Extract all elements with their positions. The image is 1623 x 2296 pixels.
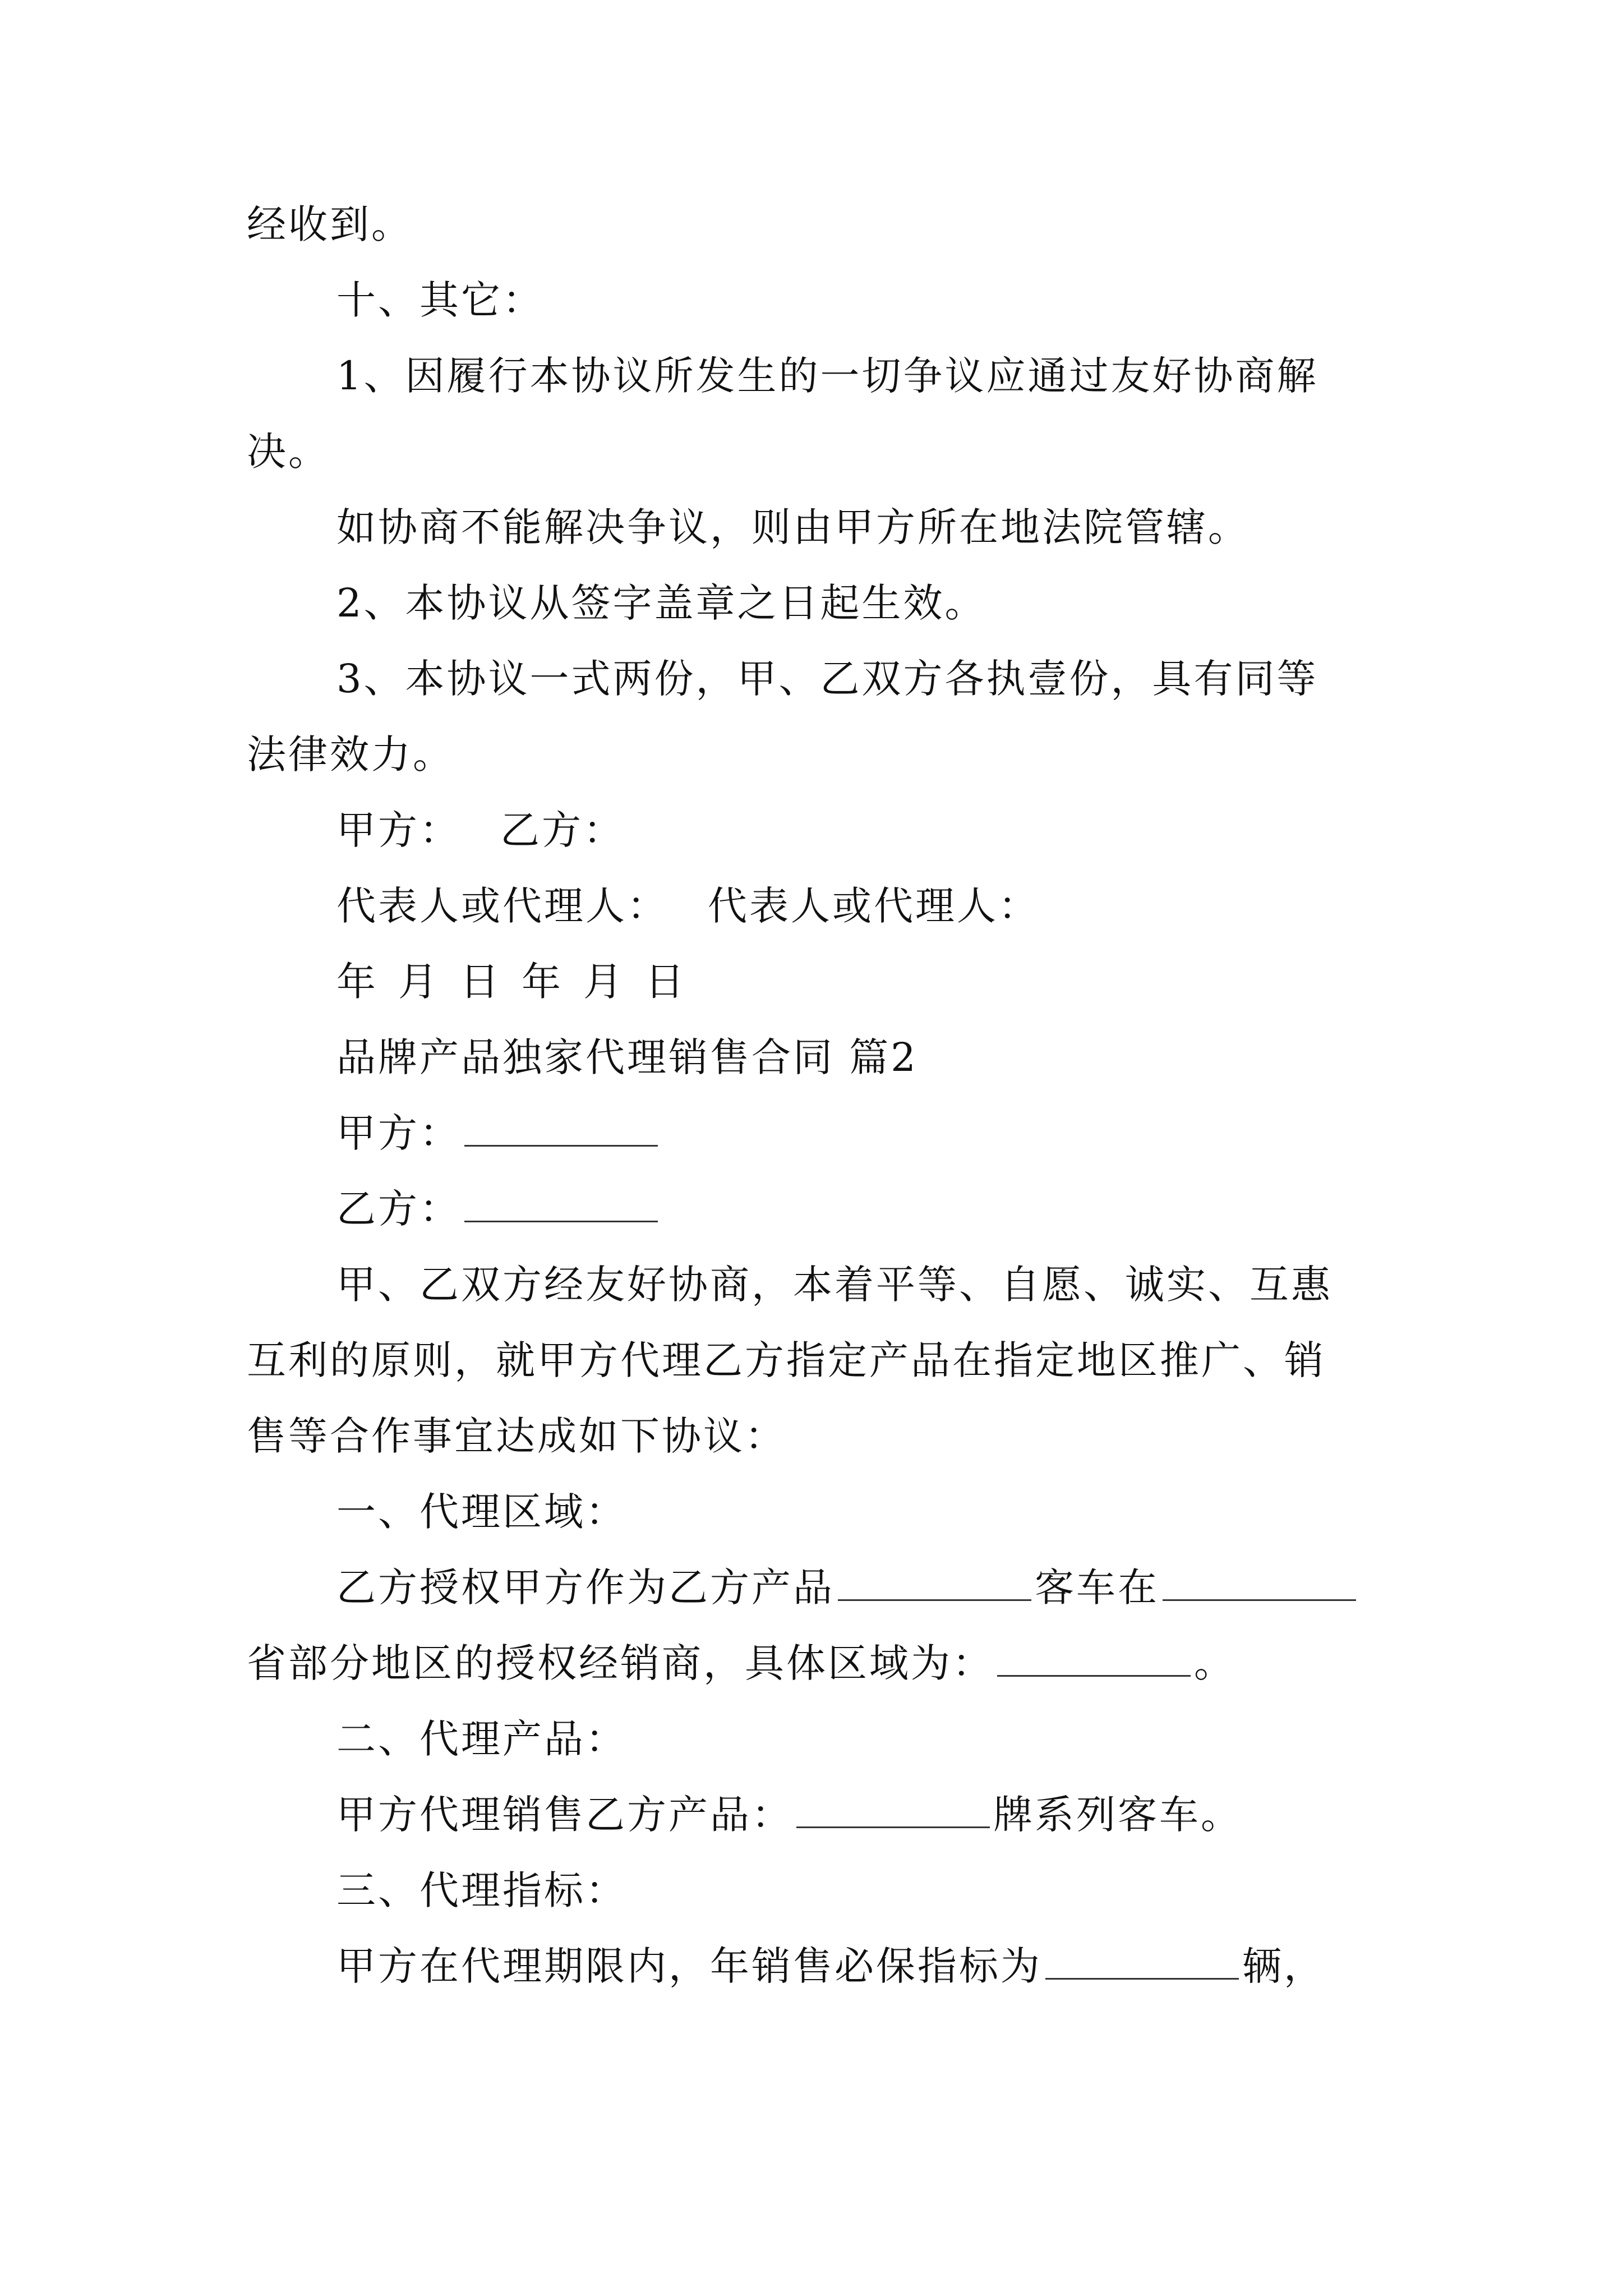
text-fragment: 甲方在代理期限内，年销售必保指标为: [336, 1943, 1042, 1989]
text-line: 售等合作事宜达成如下协议：: [247, 1413, 786, 1459]
text-line: 决。: [247, 429, 330, 475]
party-b-label: 乙方：: [500, 807, 625, 853]
text-fragment: 省部分地区的授权经销商，具体区域为：: [247, 1640, 994, 1686]
province-blank: [1163, 1558, 1356, 1601]
party-a-blank: [464, 1103, 658, 1147]
rep-b-label: 代表人或代理人：: [708, 883, 1040, 929]
text-fragment: 牌系列客车。: [993, 1792, 1242, 1838]
party-a-label: 甲方：: [336, 807, 461, 853]
text-fragment: 。: [1194, 1640, 1235, 1686]
section-heading: 三、代理指标：: [336, 1867, 627, 1913]
text-line: [247, 1630, 1391, 1697]
party-b-label: 乙方：: [336, 1186, 461, 1232]
text-line: [336, 1781, 1391, 1848]
date-year: 年: [522, 959, 563, 1005]
text-line: 1、因履行本协议所发生的一切争议应通过友好协商解: [336, 353, 1318, 399]
section-heading: 一、代理区域：: [336, 1489, 627, 1535]
text-line: 经收到。: [247, 201, 413, 247]
date-year: 年: [336, 959, 378, 1005]
date-day: 日: [645, 959, 686, 1005]
signature-parties: [336, 797, 1391, 864]
text-fragment: 甲方代理销售乙方产品：: [336, 1792, 793, 1838]
text-fragment: 客车在: [1035, 1565, 1159, 1611]
party-b-line: [336, 1175, 1391, 1243]
party-a-line: [336, 1099, 1391, 1167]
date-month: 月: [398, 959, 440, 1005]
text-line: 互利的原则，就甲方代理乙方指定产品在指定地区推广、销: [247, 1337, 1326, 1383]
party-b-blank: [464, 1179, 658, 1222]
text-line: [336, 1554, 1391, 1621]
region-blank: [997, 1634, 1191, 1677]
text-fragment: 乙方授权甲方作为乙方产品: [336, 1565, 834, 1611]
date-day: 日: [460, 959, 501, 1005]
text-line: 甲、乙双方经友好协商，本着平等、自愿、诚实、互惠: [336, 1262, 1332, 1308]
text-line: 2、本协议从签字盖章之日起生效。: [336, 580, 986, 626]
text-line: 3、本协议一式两份，甲、乙双方各执壹份，具有同等: [336, 656, 1318, 702]
section-heading: 二、代理产品：: [336, 1716, 627, 1762]
contract-title: 品牌产品独家代理销售合同 篇2: [336, 1034, 918, 1080]
date-month: 月: [583, 959, 625, 1005]
text-line: 如协商不能解决争议，则由甲方所在地法院管辖。: [336, 504, 1249, 550]
text-line: 法律效力。: [247, 731, 454, 777]
text-fragment: 辆，: [1242, 1943, 1325, 1989]
product-blank: [838, 1558, 1031, 1601]
party-a-label: 甲方：: [336, 1110, 461, 1156]
text-line: [336, 1932, 1391, 2000]
signature-dates: [336, 948, 1391, 1015]
brand-blank: [796, 1785, 990, 1828]
rep-a-label: 代表人或代理人：: [336, 883, 668, 929]
quota-blank: [1045, 1936, 1239, 1980]
section-heading: 十、其它：: [336, 277, 544, 323]
signature-representatives: [336, 872, 1391, 940]
